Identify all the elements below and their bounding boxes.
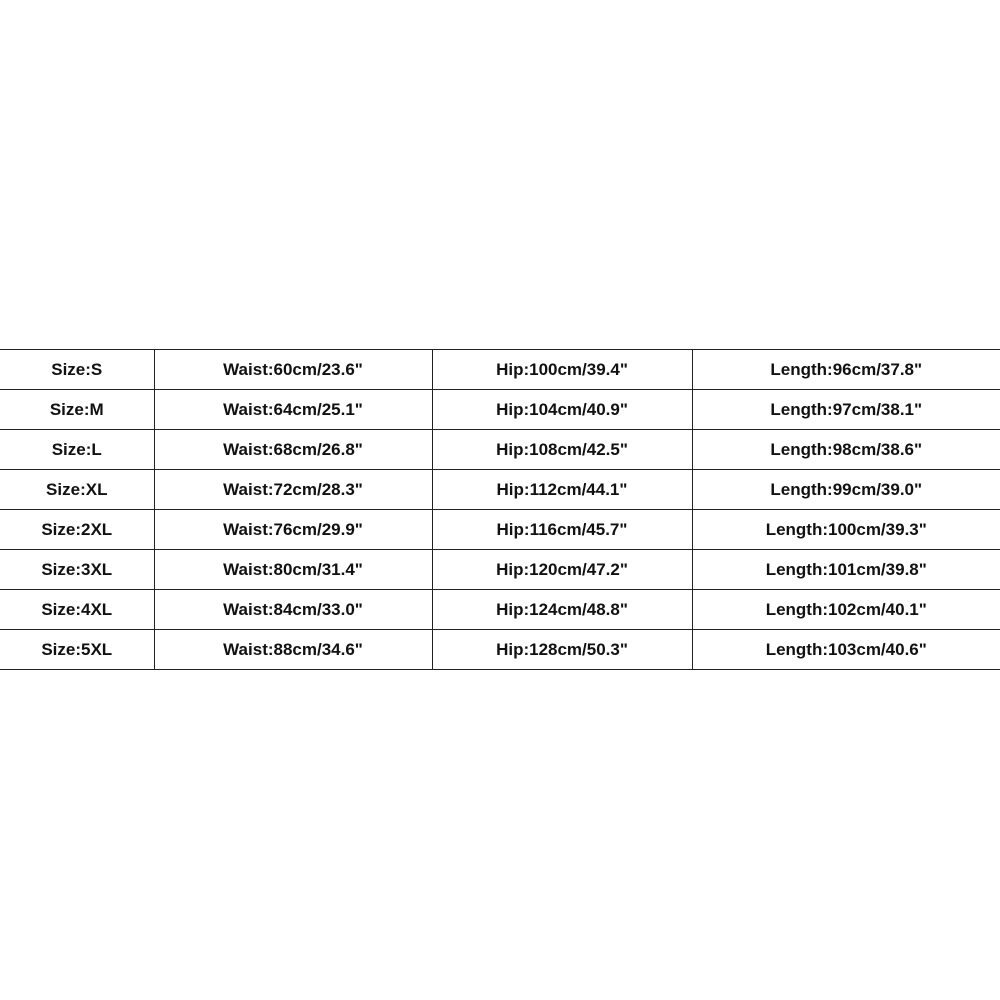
waist-cell: Waist:64cm/25.1" <box>154 390 432 430</box>
table-row <box>0 550 1000 590</box>
size-cell: Size:5XL <box>0 630 154 670</box>
length-cell: Length:100cm/39.3" <box>692 510 1000 550</box>
waist-cell: Waist:72cm/28.3" <box>154 470 432 510</box>
hip-cell: Hip:112cm/44.1" <box>432 470 692 510</box>
waist-cell: Waist:68cm/26.8" <box>154 430 432 470</box>
hip-cell: Hip:104cm/40.9" <box>432 390 692 430</box>
size-cell: Size:4XL <box>0 590 154 630</box>
waist-cell: Waist:88cm/34.6" <box>154 630 432 670</box>
table-row <box>0 390 1000 430</box>
length-cell: Length:97cm/38.1" <box>692 390 1000 430</box>
waist-cell: Waist:60cm/23.6" <box>154 350 432 390</box>
table-row <box>0 350 1000 390</box>
size-cell: Size:M <box>0 390 154 430</box>
size-cell: Size:XL <box>0 470 154 510</box>
length-cell: Length:103cm/40.6" <box>692 630 1000 670</box>
table-row <box>0 430 1000 470</box>
size-cell: Size:2XL <box>0 510 154 550</box>
waist-cell: Waist:80cm/31.4" <box>154 550 432 590</box>
table-row <box>0 590 1000 630</box>
size-cell: Size:S <box>0 350 154 390</box>
size-cell: Size:L <box>0 430 154 470</box>
hip-cell: Hip:100cm/39.4" <box>432 350 692 390</box>
table-row <box>0 630 1000 670</box>
length-cell: Length:98cm/38.6" <box>692 430 1000 470</box>
length-cell: Length:96cm/37.8" <box>692 350 1000 390</box>
length-cell: Length:102cm/40.1" <box>692 590 1000 630</box>
waist-cell: Waist:84cm/33.0" <box>154 590 432 630</box>
hip-cell: Hip:124cm/48.8" <box>432 590 692 630</box>
table-row <box>0 510 1000 550</box>
hip-cell: Hip:108cm/42.5" <box>432 430 692 470</box>
size-cell: Size:3XL <box>0 550 154 590</box>
waist-cell: Waist:76cm/29.9" <box>154 510 432 550</box>
table-row <box>0 470 1000 510</box>
hip-cell: Hip:120cm/47.2" <box>432 550 692 590</box>
size-chart-table <box>0 349 1000 670</box>
hip-cell: Hip:128cm/50.3" <box>432 630 692 670</box>
length-cell: Length:99cm/39.0" <box>692 470 1000 510</box>
length-cell: Length:101cm/39.8" <box>692 550 1000 590</box>
hip-cell: Hip:116cm/45.7" <box>432 510 692 550</box>
